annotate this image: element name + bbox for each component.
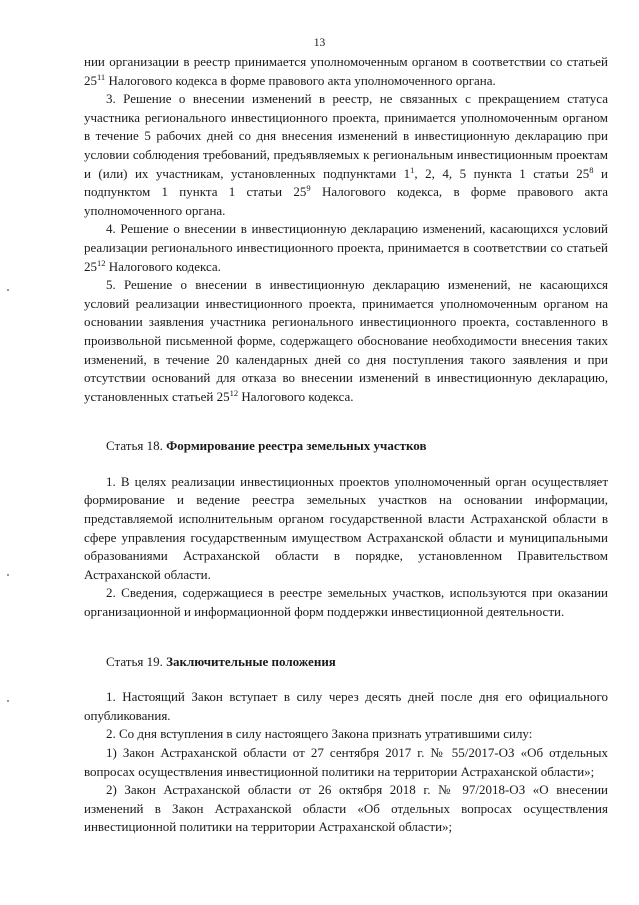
spacer [84,456,608,473]
scan-speck [7,700,9,702]
superscript-index: 12 [229,387,239,398]
paragraph-text: 3. Решение о внесении изменений в реестр, не связанных с прекращением статуса участника регионального инвестиционного проекта, принимается уполномоченным органом в течение 5 рабочих дней со дня внесения изменений в инвестиционную декларацию при условии соблюдения требований, предъявляемых к региональным инвестиционным проектам и (или) их участникам, установленных подпунктами 1 [84,91,608,181]
article-19-heading [84,653,608,672]
page-number: 13 [313,37,326,49]
superscript-index: 11 [97,71,106,82]
paragraph-text: 5. Решение о внесении в инвестиционную декларацию изменений, не касающихся условий реализации инвестиционного проекта, принимается уполномоченным органом на основании заявления участника регионального инвестиционного проекта, составленного в произвольной письменной форме, содержащего обоснование необходимости внесения таких изменений, в течение 20 календарных дней со дня поступления такого заявления и при отсутствии оснований для отказа во внесении изменений в инвестиционную декларацию, установленных статьей 25 [84,277,608,404]
superscript-index: 1 [410,164,415,175]
article-18-paragraph-1: 1. В целях реализации инвестиционных проектов уполномоченный орган осуществляет формирование и ведение реестра земельных участков на основании информации, представляемой исполнительным органом государственной власти Астраханской области в сфере управления государственным имуществом Астраханской области и муниципальными образованиями Астраханской области в порядке, установленном Правительством Астраханской области. [84,473,608,582]
spacer [84,406,608,437]
paragraph-text: нии организации в реестр принимается уполномоченным органом в соответствии со статьей 25 [84,54,608,88]
paragraph-point-3 [84,90,608,220]
superscript-index: 9 [306,183,311,194]
scan-speck [7,574,9,576]
spacer [84,671,608,688]
article-19-subitem-1: 1) Закон Астраханской области от 27 сентября 2017 г. № 55/2017-ОЗ «Об отдельных вопросах осуществления инвестиционной политики на территории Астраханской области»; [84,745,608,779]
scan-speck [7,289,9,291]
article-19-paragraph-1: 1. Настоящий Закон вступает в силу через десять дней после дня его официального опубликования. [84,689,608,723]
superscript-index: 12 [97,257,106,268]
document-body [84,53,608,837]
paragraph-point-5 [84,276,608,406]
article-19-subitem-2: 2) Закон Астраханской области от 26 октября 2018 г. № 97/2018-ОЗ «О внесении изменений в Закон Астраханской области «Об отдельных вопросах осуществления инвестиционной политики на территории Астраханской области»; [84,782,608,835]
article-18-heading [84,437,608,456]
article-18-paragraph-2: 2. Сведения, содержащиеся в реестре земельных участков, используются при оказании организационной и информационной форм поддержки инвестиционной деятельности. [84,585,608,620]
paragraph-text: Налогового кодекса. [105,258,221,274]
article-19-paragraph-2: 2. Со дня вступления в силу настоящего Закона признать утратившими силу: [106,726,533,742]
paragraph-continuation [84,53,608,90]
article-19-title: Заключительные положения [166,653,336,669]
paragraph-text: Налогового кодекса в форме правового акта уполномоченного органа. [105,72,496,88]
spacer [84,622,608,653]
paragraph-text: Налогового кодекса, в форме правового акта уполномоченного органа. [84,184,608,218]
paragraph-text: и подпунктом 1 пункта 1 статьи 25 [84,165,608,200]
superscript-index: 8 [589,164,594,175]
paragraph-point-4 [84,220,608,276]
article-18-prefix: Статья 18. [106,438,167,454]
article-18-title: Формирование реестра земельных участков [166,438,427,454]
article-19-prefix: Статья 19. [106,653,167,669]
paragraph-text: , 2, 4, 5 пункта 1 статьи 25 [414,165,590,181]
paragraph-text: 4. Решение о внесении в инвестиционную декларацию изменений, касающихся условий реализации регионального инвестиционного проекта, принимается в соответствии со статьей 25 [84,221,608,274]
paragraph-text: Налогового кодекса. [238,388,354,404]
